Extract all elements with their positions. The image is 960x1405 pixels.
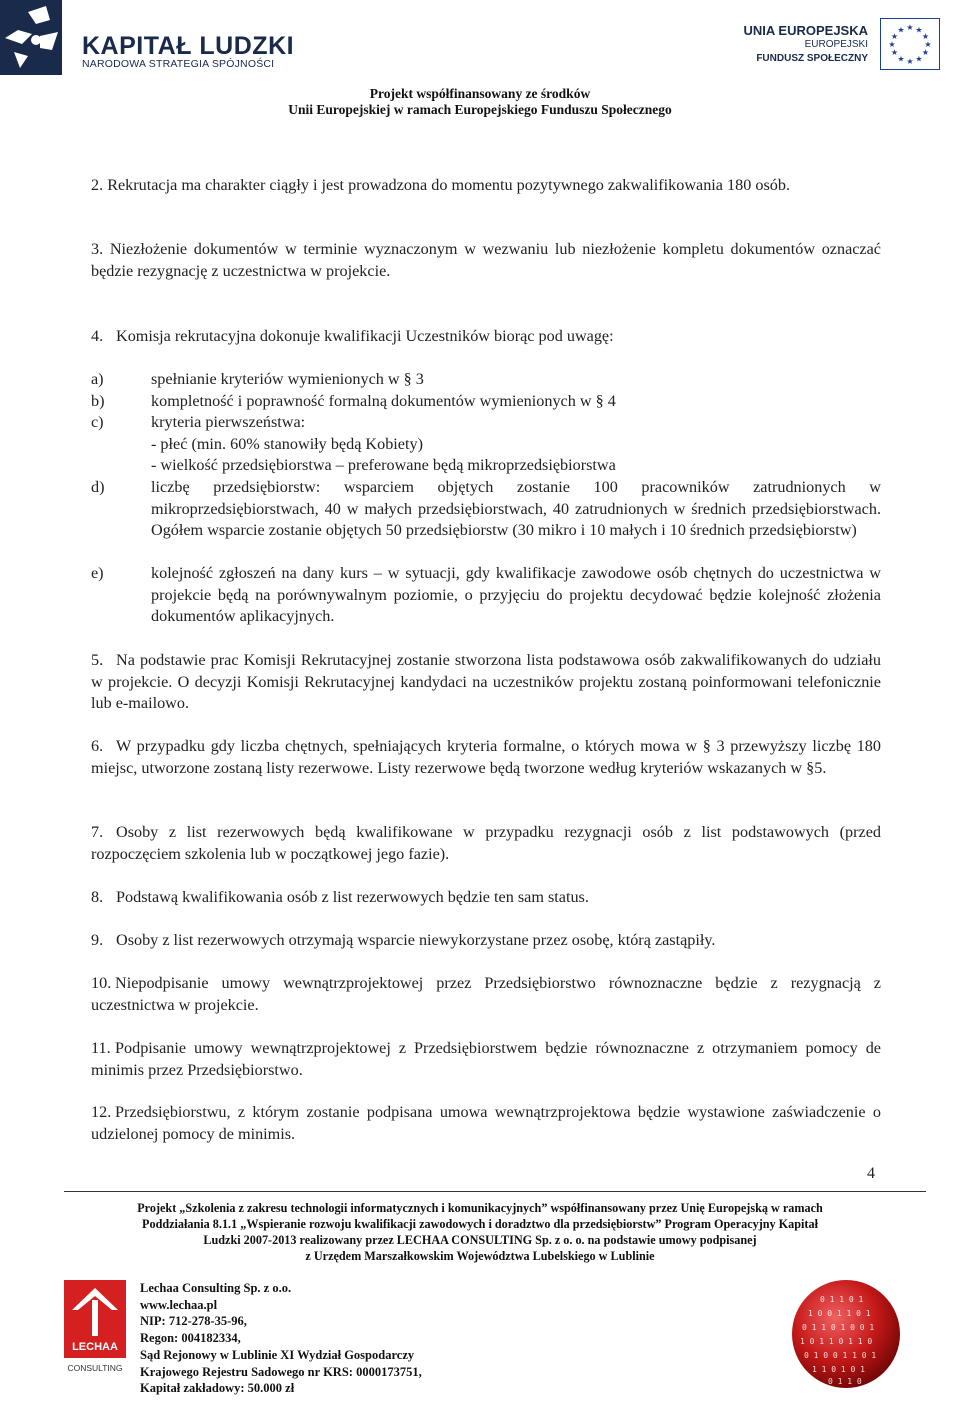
paragraph-6-number: 6. xyxy=(91,737,104,755)
company-website: www.lechaa.pl xyxy=(140,1297,218,1312)
company-regon: Regon: 004182334, xyxy=(140,1331,241,1346)
svg-text:★: ★ xyxy=(921,32,930,41)
list-item-label: c) xyxy=(91,413,104,431)
svg-text:1 0 0 1 1 0 1: 1 0 0 1 1 0 1 xyxy=(808,1309,871,1318)
project-header-line-2: Unii Europejskiej w ramach Europejskiego Funduszu Społecznego xyxy=(288,102,672,117)
list-item xyxy=(91,477,881,565)
svg-text:0 1 1 0 1: 0 1 1 0 1 xyxy=(820,1295,864,1304)
paragraph-12-text: Przedsiębiorstwu, z którym zostanie podpisana umowa wewnątrzprojektowa będzie wystawione zaświadczenie o udzielonej pomocy de minimis. xyxy=(91,1103,881,1143)
svg-text:★: ★ xyxy=(915,25,923,35)
paragraph-7-number: 7. xyxy=(91,823,104,841)
company-krs: Krajowego Rejestru Sadowego nr KRS: 0000173751, xyxy=(140,1364,422,1379)
paragraph-6 xyxy=(91,736,881,779)
list-item xyxy=(91,369,881,391)
list-subitem xyxy=(91,434,881,456)
list-subitem xyxy=(91,455,881,477)
eu-fund-label xyxy=(744,24,868,66)
list-item xyxy=(91,412,881,434)
svg-text:0 1 1 0: 0 1 1 0 xyxy=(828,1377,862,1386)
lechaa-logo-subtext: CONSULTING xyxy=(67,1363,123,1373)
list-item-text: kryteria pierwszeństwa: xyxy=(151,413,306,431)
list-item-label: d) xyxy=(91,478,105,496)
kapital-ludzki-title: KAPITAŁ LUDZKI xyxy=(82,32,295,60)
paragraph-5-number: 5. xyxy=(91,651,104,669)
list-item xyxy=(91,563,881,629)
list-item-text: spełnianie kryteriów wymienionych w § 3 xyxy=(151,370,424,388)
paragraph-9 xyxy=(91,930,881,952)
company-court: Sąd Rejonowy w Lublinie XI Wydział Gospodarczy xyxy=(140,1347,415,1362)
svg-text:★: ★ xyxy=(915,54,923,64)
svg-text:★: ★ xyxy=(890,32,899,41)
svg-text:★: ★ xyxy=(897,25,905,35)
paragraph-6-text: W przypadku gdy liczba chętnych, spełniających kryteria formalne, o których mowa w § 3 przewyższy liczbę 180 miejsc, utworzone zostaną listy rezerwowe. Listy rezerwowe będą tworzone według kryteriów wskazanych w §5. xyxy=(91,737,881,777)
svg-text:1 1 0 1 0 1: 1 1 0 1 0 1 xyxy=(812,1365,865,1374)
paragraph-7-text: Osoby z list rezerwowych będą kwalifikowane w przypadku rezygnacji osób z list podstawowych (przed rozpoczęciem szkolenia lub w początkowej jego fazie). xyxy=(91,823,881,863)
paragraph-12 xyxy=(91,1102,881,1145)
list-subitem-text: - wielkość przedsiębiorstwa – preferowane będą mikroprzedsiębiorstwa xyxy=(151,456,616,474)
paragraph-8-text: Podstawą kwalifikowania osób z list rezerwowych będzie ten sam status. xyxy=(116,888,589,906)
list-item-label: e) xyxy=(91,564,104,582)
eu-flag-icon xyxy=(880,18,940,70)
footer-line-4: z Urzędem Marszałkowskim Województwa Lubelskiego w Lublinie xyxy=(305,1249,655,1263)
eu-line-2: EUROPEJSKI xyxy=(804,39,868,50)
paragraph-12-number: 12. xyxy=(91,1103,112,1121)
kapital-ludzki-subtitle: NARODOWA STRATEGIA SPÓJNOŚCI xyxy=(82,58,275,70)
svg-text:★: ★ xyxy=(924,40,932,49)
svg-text:0 1 0 0 1 1 0 1: 0 1 0 0 1 1 0 1 xyxy=(804,1351,877,1360)
svg-text:1 0 1 1 0 1 1 0: 1 0 1 1 0 1 1 0 xyxy=(800,1337,873,1346)
paragraph-5 xyxy=(91,650,881,715)
svg-text:★: ★ xyxy=(897,54,905,64)
paragraph-9-number: 9. xyxy=(91,931,104,949)
paragraph-9-text: Osoby z list rezerwowych otrzymają wsparcie niewykorzystane przez osobę, którą zastąpiły. xyxy=(116,931,716,949)
svg-text:0 1 1 0 1 0 0 1: 0 1 1 0 1 0 0 1 xyxy=(802,1323,875,1332)
list-subitem-text: - płeć (min. 60% stanowiły będą Kobiety) xyxy=(151,435,423,453)
company-nip: NIP: 712-278-35-96, xyxy=(140,1314,247,1329)
footer-line-1: Projekt „Szkolenia z zakresu technologii informatycznych i komunikacyjnych” współfinansowany przez Unię Europejską w ramach xyxy=(137,1201,823,1215)
company-info xyxy=(140,1280,422,1397)
project-header-line-1: Projekt współfinansowany ze środków xyxy=(369,86,591,101)
list-item xyxy=(91,391,881,413)
paragraph-3: 3. Niezłożenie dokumentów w terminie wyznaczonym w wezwaniu lub niezłożenie kompletu dokumentów oznaczać będzie rezygnację z uczestnictwa w projekcie. xyxy=(91,240,881,280)
svg-text:★: ★ xyxy=(906,57,914,66)
list-item-label: a) xyxy=(91,370,104,388)
paragraph-5-text: Na podstawie prac Komisji Rekrutacyjnej zostanie stworzona lista podstawowa osób zakwalifikowanych do udziału w projekcie. O decyzji Komisji Rekrutacyjnej kandydaci na uczestników projektu zostaną poinformowani telefonicznie lub e-mailowo. xyxy=(91,651,881,712)
paragraph-4 xyxy=(91,326,881,348)
list-item-text: liczbę przedsiębiorstw: wsparciem objętych zostanie 100 pracowników zatrudnionych w mikroprzedsiębiorstwach, 40 w małych przedsiębiorstwach, 40 zatrudnionych w średnich przedsiębiorstwach. Ogółem wsparcie zostanie objętych 50 przedsiębiorstw (30 mikro i 10 małych i 10 średnich przedsiębiorstw) xyxy=(151,478,881,539)
company-name: Lechaa Consulting Sp. z o.o. xyxy=(140,1281,292,1295)
paragraph-10-text: Niepodpisanie umowy wewnątrzprojektowej przez Przedsiębiorstwo równoznaczne będzie z rezygnacją z uczestnictwa w projekcie. xyxy=(91,974,881,1014)
svg-text:★: ★ xyxy=(906,23,914,32)
paragraph-2: 2. Rekrutacja ma charakter ciągły i jest prowadzona do momentu pozytywnego zakwalifikowania 180 osób. xyxy=(91,176,790,194)
paragraph-11-number: 11. xyxy=(91,1039,111,1057)
paragraph-10-number: 10. xyxy=(91,974,112,992)
list-item-text: kompletność i poprawność formalną dokumentów wymienionych w § 4 xyxy=(151,392,616,410)
paragraph-4-text: Komisja rekrutacyjna dokonuje kwalifikacji Uczestników biorąc pod uwagę: xyxy=(116,327,614,345)
footer-line-2: Poddziałania 8.1.1 „Wspieranie rozwoju kwalifikacji zawodowych i doradztwo dla przedsiębiorstw” Program Operacyjny Kapitał xyxy=(142,1217,818,1231)
svg-text:★: ★ xyxy=(921,48,930,57)
list-item-label: b) xyxy=(91,392,105,410)
kapital-ludzki-logo xyxy=(0,0,320,80)
paragraph-8-number: 8. xyxy=(91,888,104,906)
paragraph-4-number: 4. xyxy=(91,327,104,345)
company-capital: Kapitał zakładowy: 50.000 zł xyxy=(140,1381,295,1396)
paragraph-11 xyxy=(91,1038,881,1081)
paragraph-11-text: Podpisanie umowy wewnątrzprojektowej z Przedsiębiorstwem będzie równoznaczne z otrzymaniem pomocy de minimis przez Przedsiębiorstwo. xyxy=(91,1039,881,1079)
footer-line-3: Ludzki 2007-2013 realizowany przez LECHAA CONSULTING Sp. z o. o. na podstawie umowy podpisanej xyxy=(203,1233,757,1247)
binary-globe-icon xyxy=(790,1276,902,1392)
paragraph-10 xyxy=(91,973,881,1016)
paragraph-7 xyxy=(91,822,881,865)
paragraph-8 xyxy=(91,887,881,909)
lechaa-logo xyxy=(62,1280,132,1376)
page-number: 4 xyxy=(867,1165,875,1182)
lechaa-logo-text: LECHAA xyxy=(72,1341,118,1353)
svg-text:★: ★ xyxy=(890,48,899,57)
eu-line-3: FUNDUSZ SPOŁECZNY xyxy=(756,53,868,64)
svg-text:★: ★ xyxy=(888,40,896,49)
footer-divider xyxy=(64,1191,926,1192)
list-item-text: kolejność zgłoszeń na dany kurs – w sytuacji, gdy kwalifikacje zawodowe osób chętnych do uczestnictwa w projekcie będą na porównywalnym poziomie, o przyjęciu do projektu decydować będzie kolejność złożenia dokumentów aplikacyjnych. xyxy=(151,564,881,625)
kapital-ludzki-emblem-icon xyxy=(0,0,70,75)
eu-line-1: UNIA EUROPEJSKA xyxy=(743,23,868,38)
